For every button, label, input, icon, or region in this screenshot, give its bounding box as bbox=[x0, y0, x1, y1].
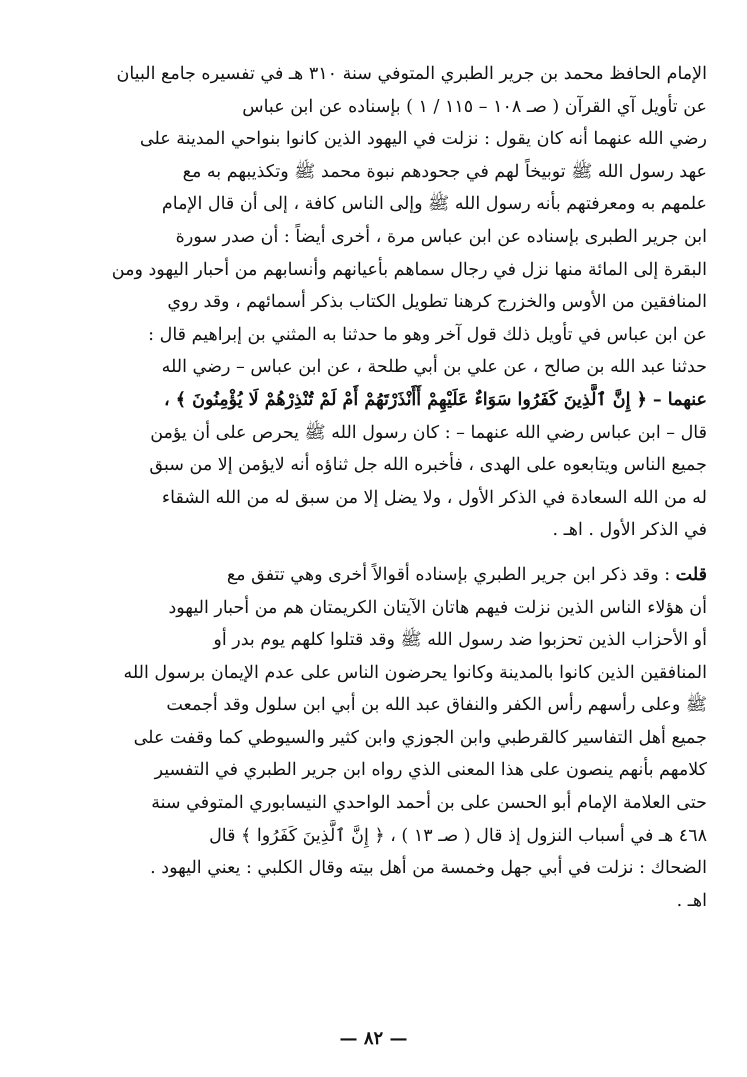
text-line: المنافقين من الأوس والخزرج كرهنا تطويل الكتاب بذكر أسمائهم ، وقد روي bbox=[167, 292, 707, 313]
text-line: ٤٦٨ هـ في أسباب النزول إذ قال ( صـ ١٣ ) ، ﴿ إِنَّ ٱلَّذِينَ كَفَرُوا ﴾ قال bbox=[209, 825, 707, 846]
page-number: — ٨٢ — bbox=[339, 1028, 408, 1049]
text-line: أن هؤلاء الناس الذين نزلت فيهم هاتان الآيتان الكريمتان هم من أحبار اليهود bbox=[168, 597, 707, 618]
text-run: : وقد ذكر ابن جرير الطبري بإسناده أقوالاً أخرى وهي تتفق مع bbox=[226, 564, 676, 585]
text-line: له من الله السعادة في الذكر الأول ، ولا يضل إلا من سبق له من الله الشقاء bbox=[161, 487, 707, 508]
text-line: قال – ابن عباس رضي الله عنهما – : كان رسول الله ﷺ يحرص على أن يؤمن bbox=[150, 422, 707, 443]
text-line: جميع أهل التفاسير كالقرطبي وابن الجوزي وابن كثير والسيوطي كما وقفت على bbox=[133, 727, 707, 748]
text-line: في الذكر الأول . اهـ . bbox=[552, 520, 707, 541]
text-line: البقرة إلى المائة منها نزل في رجال سماهم بأعيانهم وأنسابهم من أحبار اليهود ومن bbox=[111, 259, 707, 280]
text-line: عهد رسول الله ﷺ توبيخاً لهم في جحودهم نبوة محمد ﷺ وتكذيبهم به مع bbox=[182, 161, 707, 182]
text-column bbox=[73, 58, 707, 917]
paragraph-label: قلت bbox=[675, 564, 707, 585]
text-line bbox=[73, 559, 707, 592]
text-line: جميع الناس ويتابعوه على الهدى ، فأخبره الله جل ثناؤه أنه لايؤمن إلا من سبق bbox=[149, 455, 707, 476]
paragraph-2 bbox=[73, 559, 707, 918]
text-line: ابن جرير الطبرى بإسناده عن ابن عباس مرة ، أخرى أيضاً : أن صدر سورة bbox=[175, 226, 707, 247]
paragraph-spacer bbox=[73, 547, 707, 559]
text-line: علمهم به ومعرفتهم بأنه رسول الله ﷺ وإلى الناس كافة ، إلى أن قال الإمام bbox=[161, 194, 707, 215]
text-line: الضحاك : نزلت في أبي جهل وخمسة من أهل بيته وقال الكلبي : يعني اليهود . bbox=[150, 858, 707, 879]
text-line: اهـ . bbox=[676, 890, 707, 911]
text-line: حتى العلامة الإمام أبو الحسن على بن أحمد الواحدي النيسابوري المتوفي سنة bbox=[151, 793, 707, 814]
text-line: عن تأويل آي القرآن ( صـ ١٠٨ – ١١٥ / ١ ) بإسناده عن ابن عباس bbox=[242, 96, 707, 117]
text-line: الإمام الحافظ محمد بن جرير الطبري المتوفي سنة ٣١٠ هـ في تفسيره جامع البيان bbox=[116, 64, 707, 84]
text-line: عن ابن عباس في تأويل ذلك قول آخر وهو ما حدثنا به المثني بن إبراهيم قال : bbox=[148, 324, 707, 345]
text-line: المنافقين الذين كانوا بالمدينة وكانوا يحرضون الناس على عدم الإيمان برسول الله bbox=[123, 662, 707, 683]
paragraph-1 bbox=[73, 58, 707, 547]
text-line: ﷺ وعلى رأسهم رأس الكفر والنفاق عبد الله بن أبي ابن سلول وقد أجمعت bbox=[166, 695, 707, 716]
text-line: رضي الله عنهما أنه كان يقول : نزلت في اليهود الذين كانوا بنواحي المدينة على bbox=[139, 129, 707, 150]
text-line: كلامهم بأنهم ينصون على هذا المعنى الذي رواه ابن جرير الطبري في التفسير bbox=[154, 760, 707, 781]
quran-verse-line: عنهما – ﴿ إِنَّ ٱلَّذِينَ كَفَرُوا سَوَاءٌ عَلَيْهِمْ أَأَنْذَرْتَهُمْ أَمْ لَمْ تُنْذِرْهُمْ لَا يُؤْمِنُونَ ﴾ ، bbox=[164, 389, 707, 410]
text-line: حدثنا عبد الله بن صالح ، عن علي بن أبي طلحة ، عن ابن عباس – رضي الله bbox=[161, 357, 707, 378]
text-line: أو الأحزاب الذين تحزبوا ضد رسول الله ﷺ وقد قتلوا كلهم يوم بدر أو bbox=[213, 630, 707, 651]
